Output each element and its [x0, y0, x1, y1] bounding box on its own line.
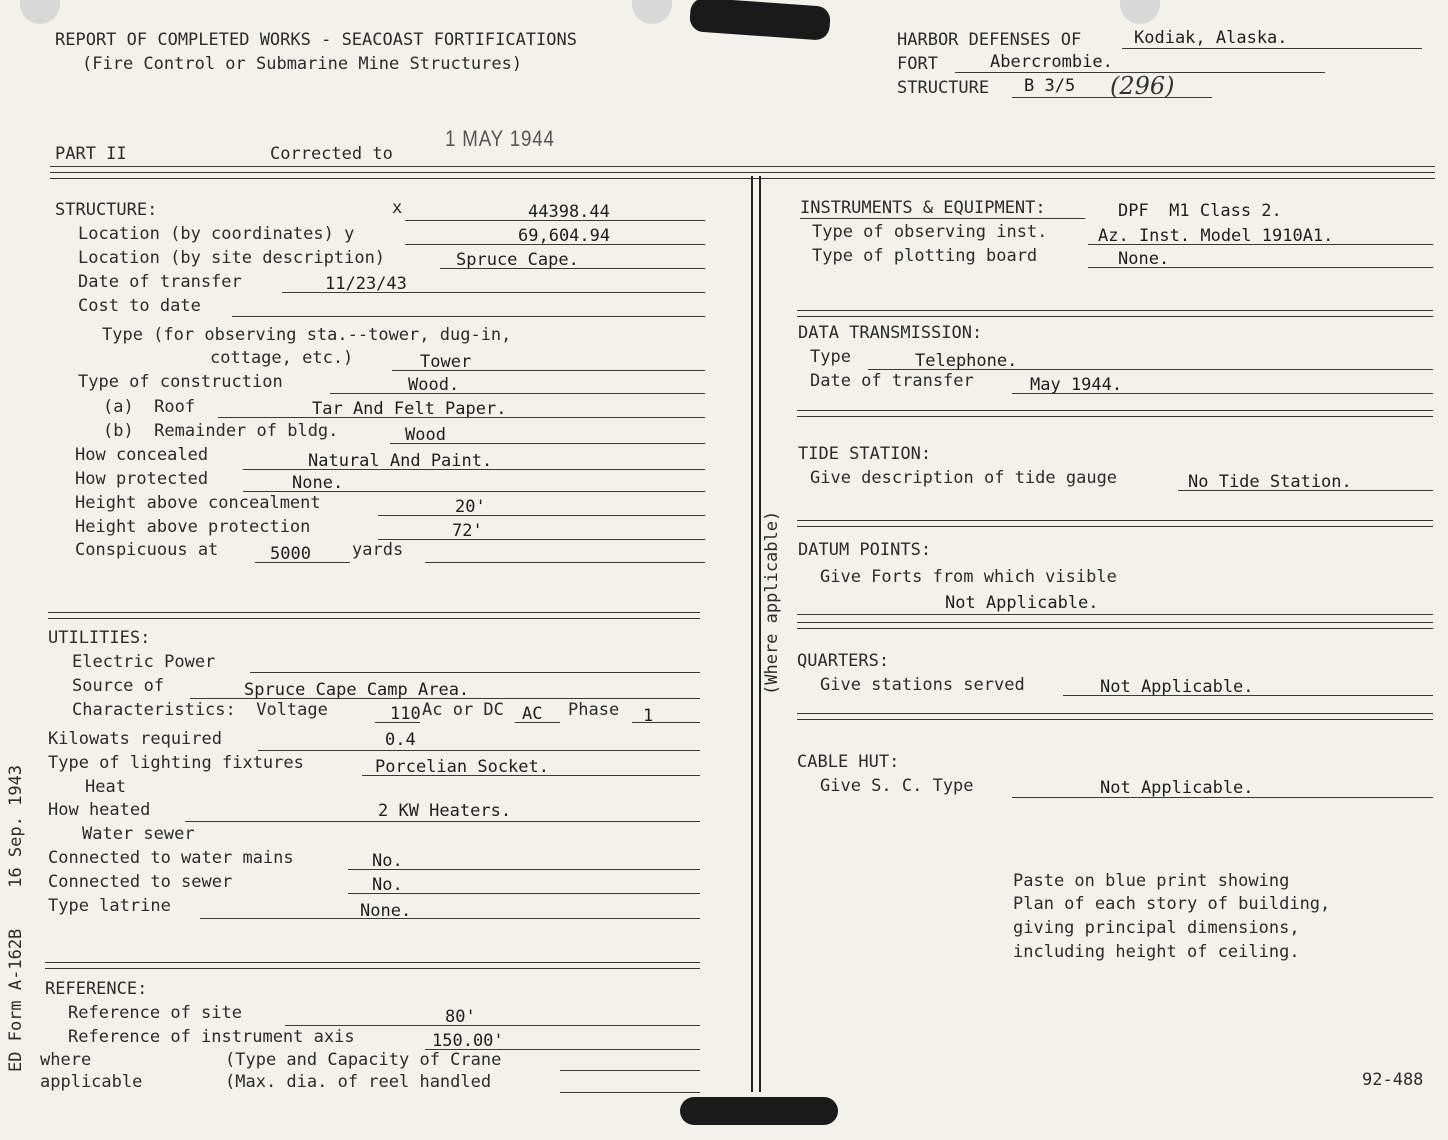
cost-label: Cost to date: [78, 296, 201, 316]
side-form-label: ED Form A-162B 16 Sep. 1943: [6, 764, 26, 1072]
rule: [1088, 244, 1433, 245]
tide-gauge-label: Give description of tide gauge: [810, 468, 1118, 488]
rule: [255, 562, 350, 563]
concealed-value: Natural And Paint.: [308, 451, 493, 471]
axis-label: Reference of instrument axis: [68, 1027, 355, 1047]
corrected-date-stamp: 1 MAY 1944: [445, 126, 555, 151]
rule: [440, 268, 705, 269]
tide-gauge-value: No Tide Station.: [1188, 472, 1352, 492]
form-number: 92-488: [1362, 1070, 1424, 1090]
double-rule: [48, 612, 700, 619]
punch-hole: [20, 0, 60, 24]
construction-value: Wood.: [408, 375, 460, 395]
rule: [250, 672, 700, 673]
report-subtitle: (Fire Control or Submarine Mine Structures): [82, 54, 523, 74]
axis-value: 150.00': [432, 1031, 504, 1051]
reel-label: (Max. dia. of reel handled: [225, 1072, 492, 1092]
rule: [515, 722, 560, 723]
rule: [378, 515, 705, 516]
double-rule: [50, 172, 1435, 179]
conspicuous-value: 5000: [270, 544, 311, 564]
lighting-value: Porcelian Socket.: [375, 757, 549, 777]
center-divider: [751, 176, 761, 1092]
location-site-value: Spruce Cape.: [456, 250, 579, 270]
datum-forts-value: Not Applicable.: [945, 593, 1099, 613]
where-label: where: [40, 1050, 92, 1070]
site-label: Reference of site: [68, 1003, 242, 1023]
instruments-heading-value: DPF M1 Class 2.: [1118, 201, 1282, 221]
harbor-label: HARBOR DEFENSES OF: [897, 30, 1082, 50]
rule: [378, 539, 705, 540]
observing-label: Type of observing inst.: [812, 222, 1048, 242]
rule: [200, 918, 700, 919]
roof-value: Tar And Felt Paper.: [312, 399, 507, 419]
rule: [190, 698, 700, 699]
concealed-label: How concealed: [75, 445, 209, 465]
rule: [797, 614, 1433, 615]
rule: [405, 220, 705, 221]
datum-forts-label: Give Forts from which visible: [820, 567, 1117, 587]
rule: [868, 369, 1433, 370]
cable-hut-heading: CABLE HUT:: [797, 752, 900, 772]
rule: [390, 443, 705, 444]
type-value: Tower: [420, 352, 472, 372]
instruments-heading: INSTRUMENTS & EQUIPMENT:: [800, 198, 1046, 218]
punch-hole: [1120, 0, 1160, 24]
rule: [1063, 695, 1433, 696]
blueprint-note-line: Plan of each story of building,: [1013, 894, 1331, 914]
blueprint-note-line: giving principal dimensions,: [1013, 918, 1300, 938]
cable-hut-type-label: Give S. C. Type: [820, 776, 974, 796]
structure-handwritten: (296): [1110, 72, 1175, 100]
type-label-2: cottage, etc.): [210, 348, 354, 368]
rule: [425, 562, 705, 563]
height-protection-label: Height above protection: [75, 517, 311, 537]
mains-label: Connected to water mains: [48, 848, 294, 868]
double-rule: [797, 410, 1433, 417]
rule: [282, 292, 705, 293]
rule: [362, 775, 700, 776]
redacted-stamp-top: [689, 0, 831, 41]
double-rule: [797, 520, 1433, 527]
acdc-value: AC: [522, 704, 543, 724]
corrected-label: Corrected to: [270, 144, 393, 164]
site-value: 80': [445, 1007, 476, 1027]
voltage-value: 110: [390, 704, 421, 724]
remainder-value: Wood: [405, 425, 446, 445]
transfer-value: 11/23/43: [325, 274, 407, 294]
rule: [632, 722, 700, 723]
harbor-value: Kodiak, Alaska.: [1134, 28, 1288, 48]
water-label: Water sewer: [82, 824, 195, 844]
report-title: REPORT OF COMPLETED WORKS - SEACOAST FORTIFICATIONS: [55, 30, 577, 50]
redacted-stamp-bottom: [680, 1097, 838, 1125]
double-rule: [797, 310, 1433, 317]
latrine-value: None.: [360, 901, 412, 921]
height-concealment-label: Height above concealment: [75, 493, 321, 513]
quarters-heading: QUARTERS:: [797, 651, 890, 671]
rule: [1012, 393, 1433, 394]
rule: [560, 1070, 700, 1071]
quarters-stations-label: Give stations served: [820, 675, 1025, 695]
dt-type-label: Type: [810, 347, 851, 367]
latrine-label: Type latrine: [48, 896, 171, 916]
yards-label: yards: [352, 540, 404, 560]
rule: [348, 893, 700, 894]
protected-value: None.: [292, 473, 344, 493]
rule: [1088, 267, 1433, 268]
structure-value: B 3/5: [1024, 76, 1076, 96]
kilowatts-label: Kilowats required: [48, 729, 222, 749]
construction-label: Type of construction: [78, 372, 283, 392]
blueprint-note-line: Paste on blue print showing: [1013, 871, 1290, 891]
tide-heading: TIDE STATION:: [798, 444, 932, 464]
rule: [1178, 490, 1433, 491]
transfer-label: Date of transfer: [78, 272, 242, 292]
rule: [258, 750, 700, 751]
source-value: Spruce Cape Camp Area.: [244, 680, 470, 700]
sewer-label: Connected to sewer: [48, 872, 233, 892]
plotting-label: Type of plotting board: [812, 246, 1038, 266]
rule: [375, 722, 420, 723]
acdc-label: Ac or DC: [422, 700, 504, 720]
type-label-1: Type (for observing sta.--tower, dug-in,: [102, 325, 512, 345]
quarters-stations-value: Not Applicable.: [1100, 677, 1254, 697]
rule: [405, 244, 705, 245]
structure-heading: STRUCTURE:: [55, 200, 158, 220]
height-protection-value: 72': [452, 521, 483, 541]
y-coordinate: 69,604.94: [518, 226, 611, 246]
conspicuous-label: Conspicuous at: [75, 540, 219, 560]
rule: [348, 869, 700, 870]
double-rule: [797, 622, 1433, 629]
rule: [800, 218, 1085, 219]
remainder-label: (b) Remainder of bldg.: [103, 421, 339, 441]
rule: [560, 1092, 700, 1093]
phase-label: Phase: [568, 700, 620, 720]
rule: [392, 370, 705, 371]
dt-transfer-value: May 1944.: [1030, 375, 1123, 395]
x-coordinate: 44398.44: [528, 202, 610, 222]
location-coord-label: Location (by coordinates) y: [78, 224, 355, 244]
kilowatts-value: 0.4: [385, 730, 416, 750]
fort-label: FORT: [897, 54, 938, 74]
rule: [232, 316, 705, 317]
fort-value: Abercrombie.: [990, 52, 1113, 72]
utilities-heading: UTILITIES:: [48, 628, 151, 648]
structure-label: STRUCTURE: [897, 78, 990, 98]
data-transmission-heading: DATA TRANSMISSION:: [798, 323, 983, 343]
applicable-label: applicable: [40, 1072, 143, 1092]
heated-value: 2 KW Heaters.: [378, 801, 512, 821]
rule: [285, 1025, 700, 1026]
blueprint-note-line: including height of ceiling.: [1013, 942, 1300, 962]
double-rule: [45, 962, 700, 969]
rule: [243, 469, 705, 470]
dt-transfer-label: Date of transfer: [810, 371, 974, 391]
double-rule: [797, 713, 1433, 720]
characteristics-label: Characteristics: Voltage: [72, 700, 328, 720]
where-applicable: (Where applicable): [762, 510, 782, 695]
x-label: x: [392, 198, 403, 218]
rule: [1012, 797, 1433, 798]
source-label: Source of: [72, 676, 165, 696]
rule: [330, 393, 705, 394]
dt-type-value: Telephone.: [915, 351, 1018, 371]
roof-label: (a) Roof: [103, 397, 196, 417]
crane-label: (Type and Capacity of Crane: [225, 1050, 502, 1070]
lighting-label: Type of lighting fixtures: [48, 753, 304, 773]
sewer-value: No.: [372, 875, 403, 895]
phase-value: 1: [643, 706, 654, 726]
rule: [218, 417, 705, 418]
location-site-label: Location (by site description): [78, 248, 386, 268]
plotting-value: None.: [1118, 249, 1170, 269]
rule: [243, 491, 705, 492]
punch-hole: [632, 0, 672, 24]
mains-value: No.: [372, 851, 403, 871]
part-label: PART II: [55, 144, 127, 164]
height-concealment-value: 20': [455, 497, 486, 517]
rule: [50, 166, 1435, 167]
protected-label: How protected: [75, 469, 209, 489]
cable-hut-type-value: Not Applicable.: [1100, 778, 1254, 798]
reference-heading: REFERENCE:: [45, 979, 148, 999]
datum-heading: DATUM POINTS:: [798, 540, 932, 560]
rule: [1012, 97, 1212, 98]
electric-label: Electric Power: [72, 652, 216, 672]
rule: [185, 821, 700, 822]
heated-label: How heated: [48, 800, 151, 820]
observing-value: Az. Inst. Model 1910A1.: [1098, 226, 1334, 246]
rule: [1122, 48, 1422, 49]
heat-label: Heat: [85, 777, 126, 797]
